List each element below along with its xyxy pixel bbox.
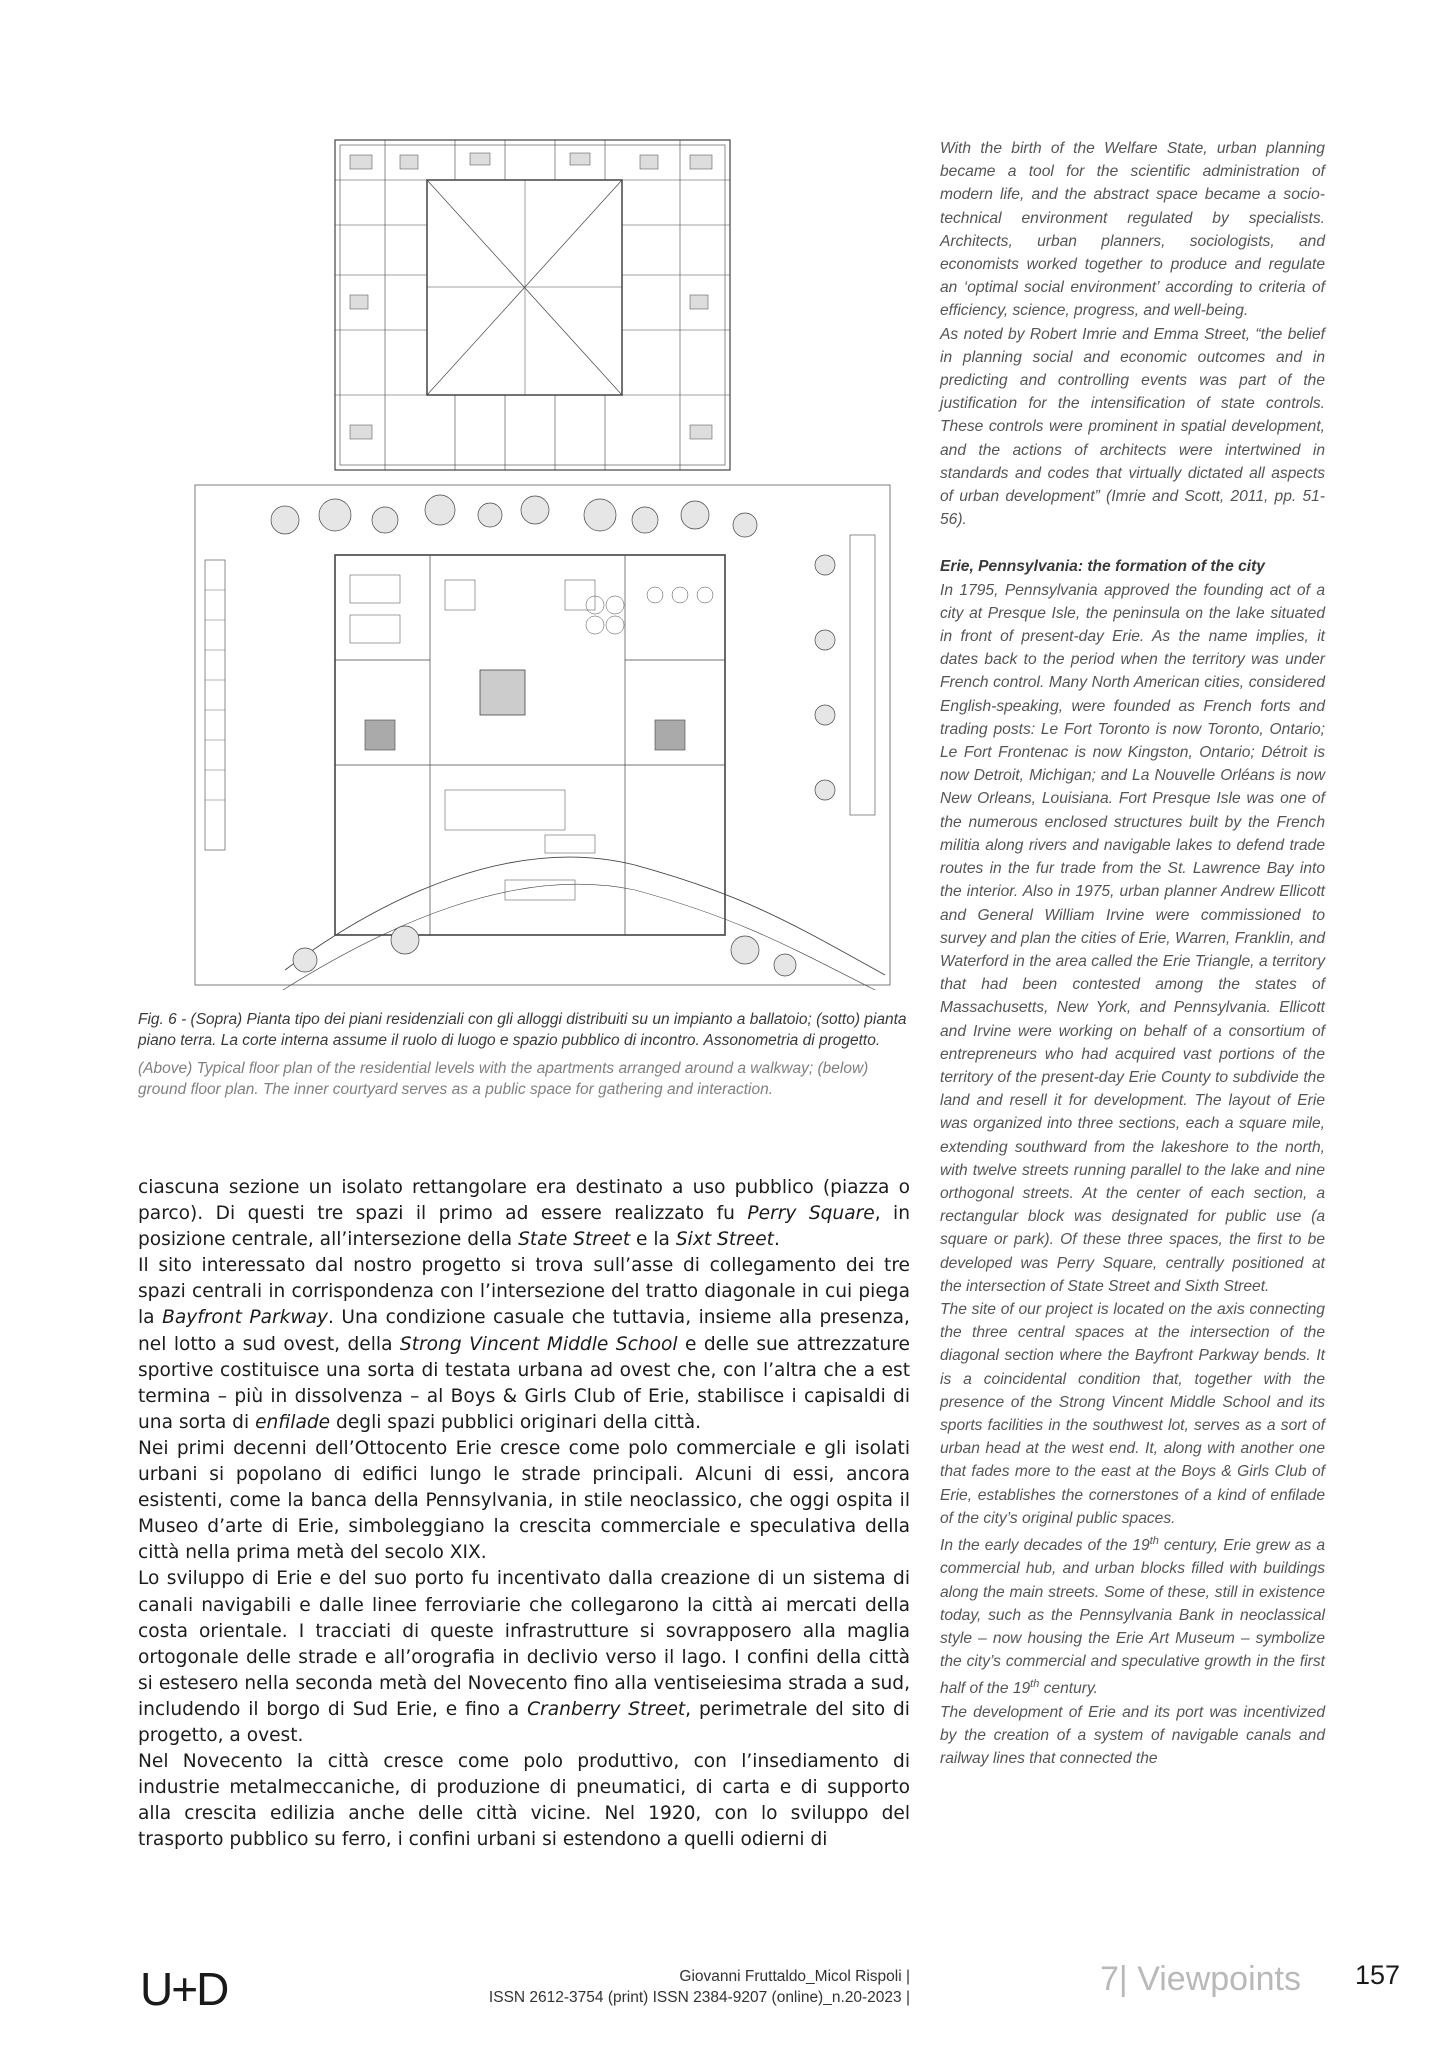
footer-issn: ISSN 2612-3754 (print) ISSN 2384-9207 (online)_n.20-2023 | <box>488 1989 910 2006</box>
english-paragraph: In 1795, Pennsylvania approved the founding act of a city at Presque Isle, the peninsula on the lake situated in front of present-day Erie. As the name implies, it dates back to the period when the territory was under French control. Many North American cities, considered English-speaking, were founded as French forts and trading posts: Le Fort Toronto is now Toronto, Ontario; Le Fort Frontenac is now Kingston, Ontario; Détroit is now Detroit, Michigan; and La Nouvelle Orléans is now New Orleans, Louisiana. Fort Presque Isle was one of the numerous enclosed structures built by the French militia along rivers and navigable lakes to defend trade routes in the fur trade from the St. Lawrence Bay into the interior. Also in 1975, urban planner Andrew Ellicott and General William Irvine were commissioned to survey and plan the cities of Erie, Warren, Franklin, and Waterford in the area called the Erie Triangle, a territory that had been contested among the states of Massachusetts, New York, and Pennsylvania. Ellicott and Irvine were working on behalf of a consortium of entrepreneurs who had acquired vast portions of the territory of the present-day Erie County to subdivide the land and resell it for development. The layout of Erie was organized into three sections, each a square mile, extending southward from the lakeshore to the north, with twelve streets running parallel to the lake and nine orthogonal streets. At the center of each section, a rectangular block was designated for public use (a square or park). Of these three spaces, the first to be developed was Perry Square, centrally positioned at the intersection of State Street and Sixth Street. <box>940 581 1325 1295</box>
italian-body-column <box>138 1175 910 1853</box>
italian-paragraph: ciascuna sezione un isolato rettangolare era destinato a uso pubblico (piazza o parco). Di questi tre spazi il primo ad essere realizzato fu Perry Square, in posizione centrale, all’intersezione della State Street e la Sixt Street. <box>138 1177 910 1251</box>
english-paragraph: In the early decades of the 19th century, Erie grew as a commercial hub, and urban blocks filled with buildings along the main streets. Some of these, still in existence today, such as the Pennsylvania Bank in neoclassical style – now housing the Erie Art Museum – symbolize the city’s commercial and speculative growth in the first half of the 19th century. <box>940 1534 1325 1698</box>
caption-italian: Fig. 6 - (Sopra) Pianta tipo dei piani residenziali con gli alloggi distribuiti su un impianto a ballatoio; (sotto) pianta piano terra. La corte interna assume il ruolo di luogo e spazio pubblico di incontro. Assonometria di progetto. <box>138 1011 907 1049</box>
footer-credits <box>300 1966 910 2008</box>
italian-paragraph: Il sito interessato dal nostro progetto si trova sull’asse di collegamento dei tre spazi centrali in corrispondenza con l’intersezione del tratto diagonale in cui piega la Bayfront Parkway. Una condizione casuale che tuttavia, insieme alla presenza, nel lotto a sud ovest, della Strong Vincent Middle School e delle sue attrezzature sportive costituisce una sorta di testata urbana ad ovest che, con l’altra che a est termina – più in dissolvenza – al Boys & Girls Club of Erie, stabilisce i capisaldi di una sorta di enfilade degli spazi pubblici originari della città. <box>138 1255 910 1433</box>
italian-paragraph: Lo sviluppo di Erie e del suo porto fu incentivato dalla creazione di un sistema di canali navigabili e dalle linee ferroviarie che collegarono la città ai mercati della costa orientale. I tracciati di queste infrastrutture si sovrapposero alla maglia ortogonale delle strade e all’orografia in declivio verso il lago. I confini della città si estesero nella seconda metà del Novecento fino alla ventiseiesima strada a sud, includendo il borgo di Sud Erie, e fino a Cranberry Street, perimetrale del sito di progetto, a ovest. <box>138 1568 910 1746</box>
english-paragraph: As noted by Robert Imrie and Emma Street, “the belief in planning social and economic outcomes and in predicting and controlling events was part of the justification for the intensification of state controls. These controls were prominent in spatial development, and the actions of architects were intertwined in standards and codes that virtually dictated all aspects of urban development” (Imrie and Scott, 2011, pp. 51-56). <box>940 325 1325 529</box>
caption-english: (Above) Typical floor plan of the residential levels with the apartments arranged around a walkway; (below) ground floor plan. The inner courtyard serves as a public space for gathering and interaction. <box>138 1060 869 1098</box>
footer-authors: Giovanni Fruttaldo_Micol Rispoli | <box>679 1968 910 1985</box>
page-number: 157 <box>1355 1960 1401 1990</box>
english-body-column <box>940 137 1325 1770</box>
english-paragraph: With the birth of the Welfare State, urban planning became a tool for the scientific administration of modern life, and the abstract space became a socio-technical environment regulated by specialists. Architects, urban planners, sociologists, and economists worked together to produce and regulate an ‘optimal social environment’ according to criteria of efficiency, science, progress, and well-being. <box>940 140 1325 320</box>
english-paragraph: The development of Erie and its port was incentivized by the creation of a system of navigable canals and railway lines that connected the <box>940 1703 1325 1768</box>
figure-caption <box>138 1010 908 1100</box>
journal-logo: U+D <box>140 1963 228 2015</box>
italian-paragraph: Nel Novecento la città cresce come polo produttivo, con l’insediamento di industrie metalmeccaniche, di produzione di pneumatici, di carta e di supporto alla crescita edilizia anche delle città vicine. Nel 1920, con lo sviluppo del trasporto pubblico su ferro, i confini urbani si estendono a quelli odierni di <box>138 1751 910 1851</box>
english-paragraph: The site of our project is located on the axis connecting the three central spaces at the intersection of the diagonal section where the Bayfront Parkway bends. It is a coincidental condition that, together with the presence of the Strong Vincent Middle School and its sports facilities in the southwest lot, serves as a sort of urban head at the west end. It, along with another one that fades more to the east at the Boys & Girls Club of Erie, establishes the cornerstones of a kind of enfilade of the city’s original public spaces. <box>940 1300 1325 1527</box>
section-heading: Erie, Pennsylvania: the formation of the city <box>940 558 1265 576</box>
italian-paragraph: Nei primi decenni dell’Ottocento Erie cresce come polo commerciale e gli isolati urbani si popolano di edifici lungo le strade principali. Alcuni di essi, ancora esistenti, come la banca della Pennsylvania, in stile neoclassico, che oggi ospita il Museo d’arte di Erie, simboleggiano la crescita commerciale e speculativa della città nella prima metà del secolo XIX. <box>138 1437 910 1564</box>
floor-plan-figure <box>185 135 900 990</box>
section-label: 7| Viewpoints <box>1100 1960 1301 1998</box>
